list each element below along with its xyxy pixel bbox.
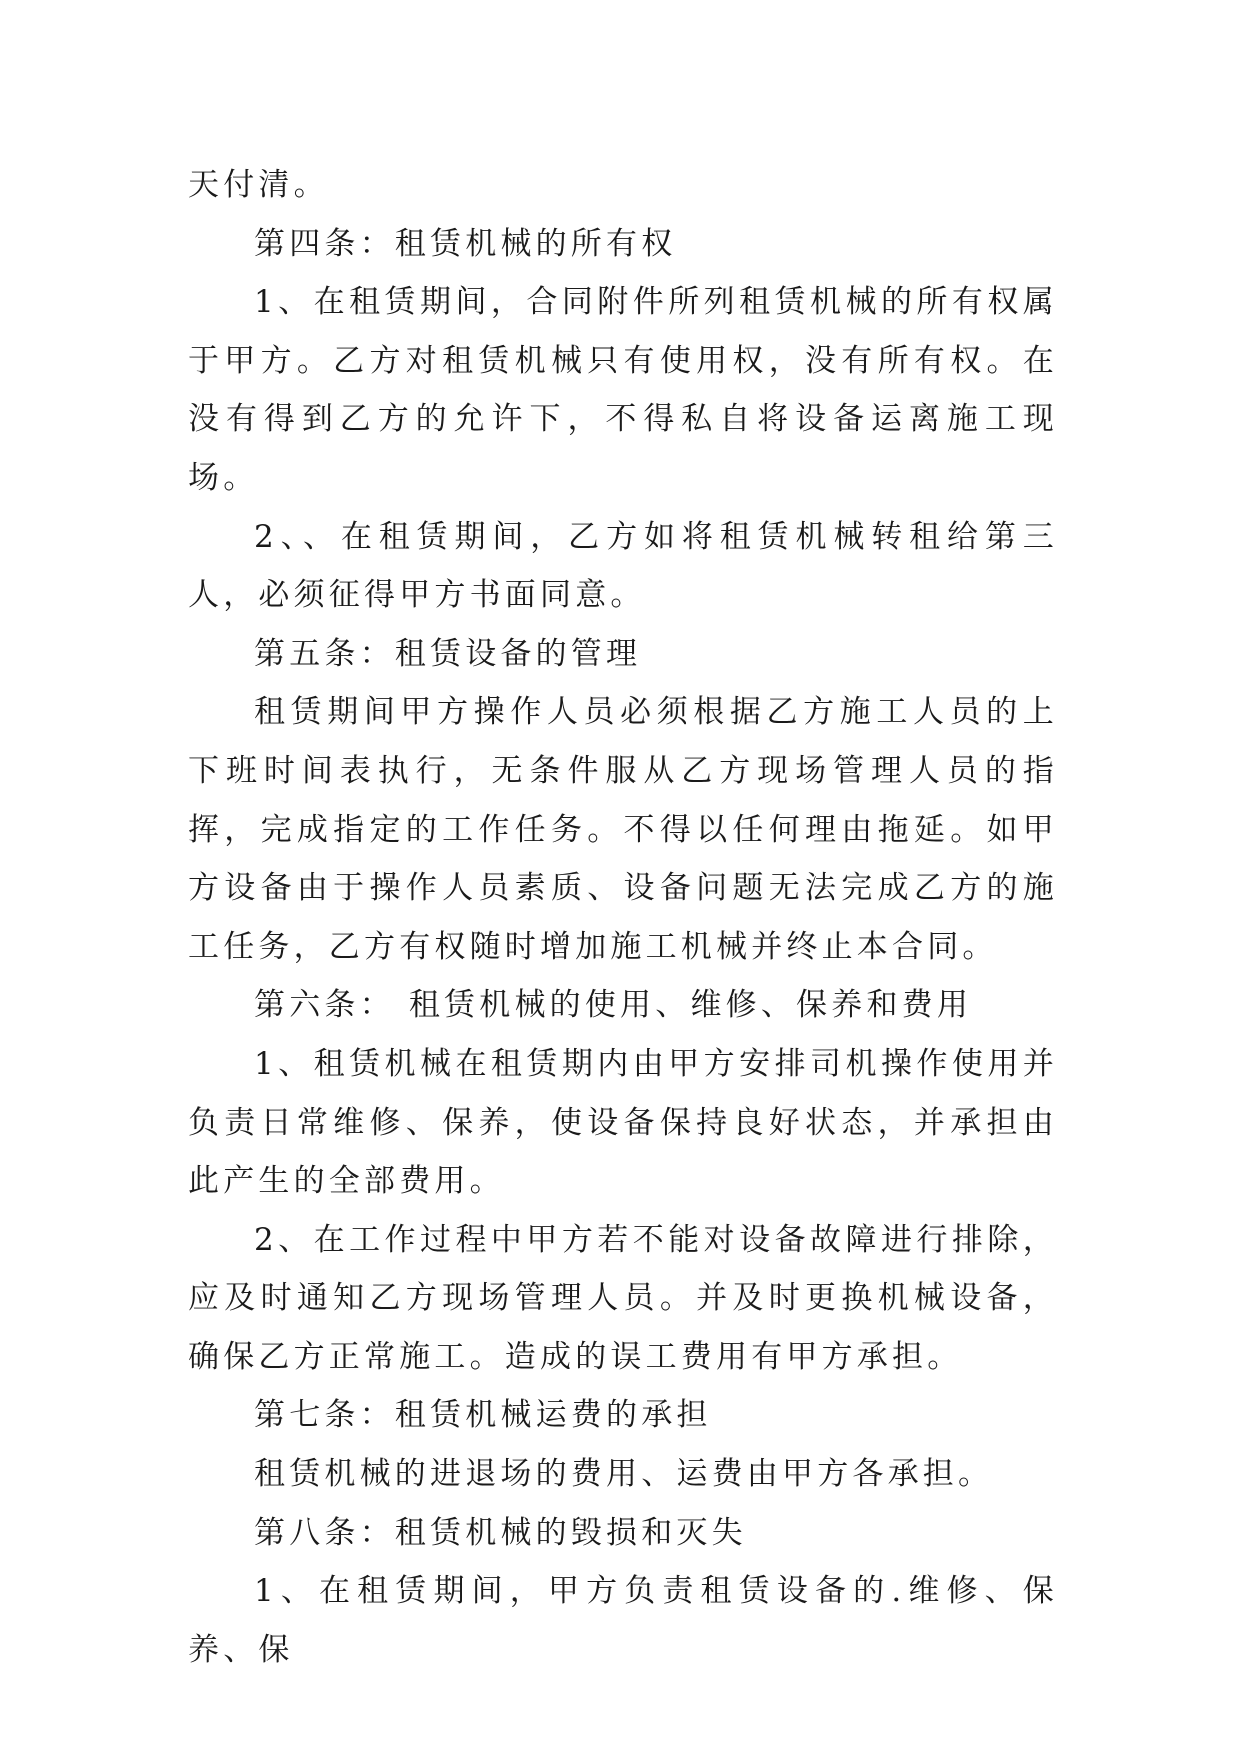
heading-article-5: 第五条：租赁设备的管理 <box>254 635 642 672</box>
heading-article-4: 第四条：租赁机械的所有权 <box>254 225 677 262</box>
heading-article-6: 第六条： 租赁机械的使用、维修、保养和费用 <box>254 987 973 1024</box>
heading-article-8: 第八条：租赁机械的毁损和灭失 <box>254 1514 747 1551</box>
document-body <box>188 156 1058 1679</box>
paragraph-payment-closing: 天付清。 <box>188 167 329 203</box>
heading-article-7: 第七条：租赁机械运费的承担 <box>254 1397 712 1434</box>
paragraph-article-4-item-1: 1、在租赁期间，合同附件所列租赁机械的所有权属于甲方。乙方对租赁机械只有使用权，没有所有权。在没有得到乙方的允许下，不得私自将设备运离施工现场。 <box>188 284 1058 496</box>
paragraph-article-4-item-2: 2、、在租赁期间，乙方如将租赁机械转租给第三人，必须征得甲方书面同意。 <box>188 518 1058 614</box>
paragraph-article-6-item-1: 1、租赁机械在租赁期内由甲方安排司机操作使用并负责日常维修、保养，使设备保持良好状态，并承担由此产生的全部费用。 <box>188 1045 1058 1200</box>
paragraph-article-5-body: 租赁期间甲方操作人员必须根据乙方施工人员的上下班时间表执行，无条件服从乙方现场管理人员的指挥，完成指定的工作任务。不得以任何理由拖延。如甲方设备由于操作人员素质、设备问题无法完成乙方的施工任务，乙方有权随时增加施工机械并终止本合同。 <box>188 694 1058 965</box>
paragraph-article-7-body: 租赁机械的进退场的费用、运费由甲方各承担。 <box>254 1456 994 1493</box>
paragraph-article-6-item-2: 2、在工作过程中甲方若不能对设备故障进行排除，应及时通知乙方现场管理人员。并及时更换机械设备，确保乙方正常施工。造成的误工费用有甲方承担。 <box>188 1221 1058 1375</box>
paragraph-article-8-item-1: 1、在租赁期间，甲方负责租赁设备的.维修、保养、保 <box>188 1573 1058 1668</box>
